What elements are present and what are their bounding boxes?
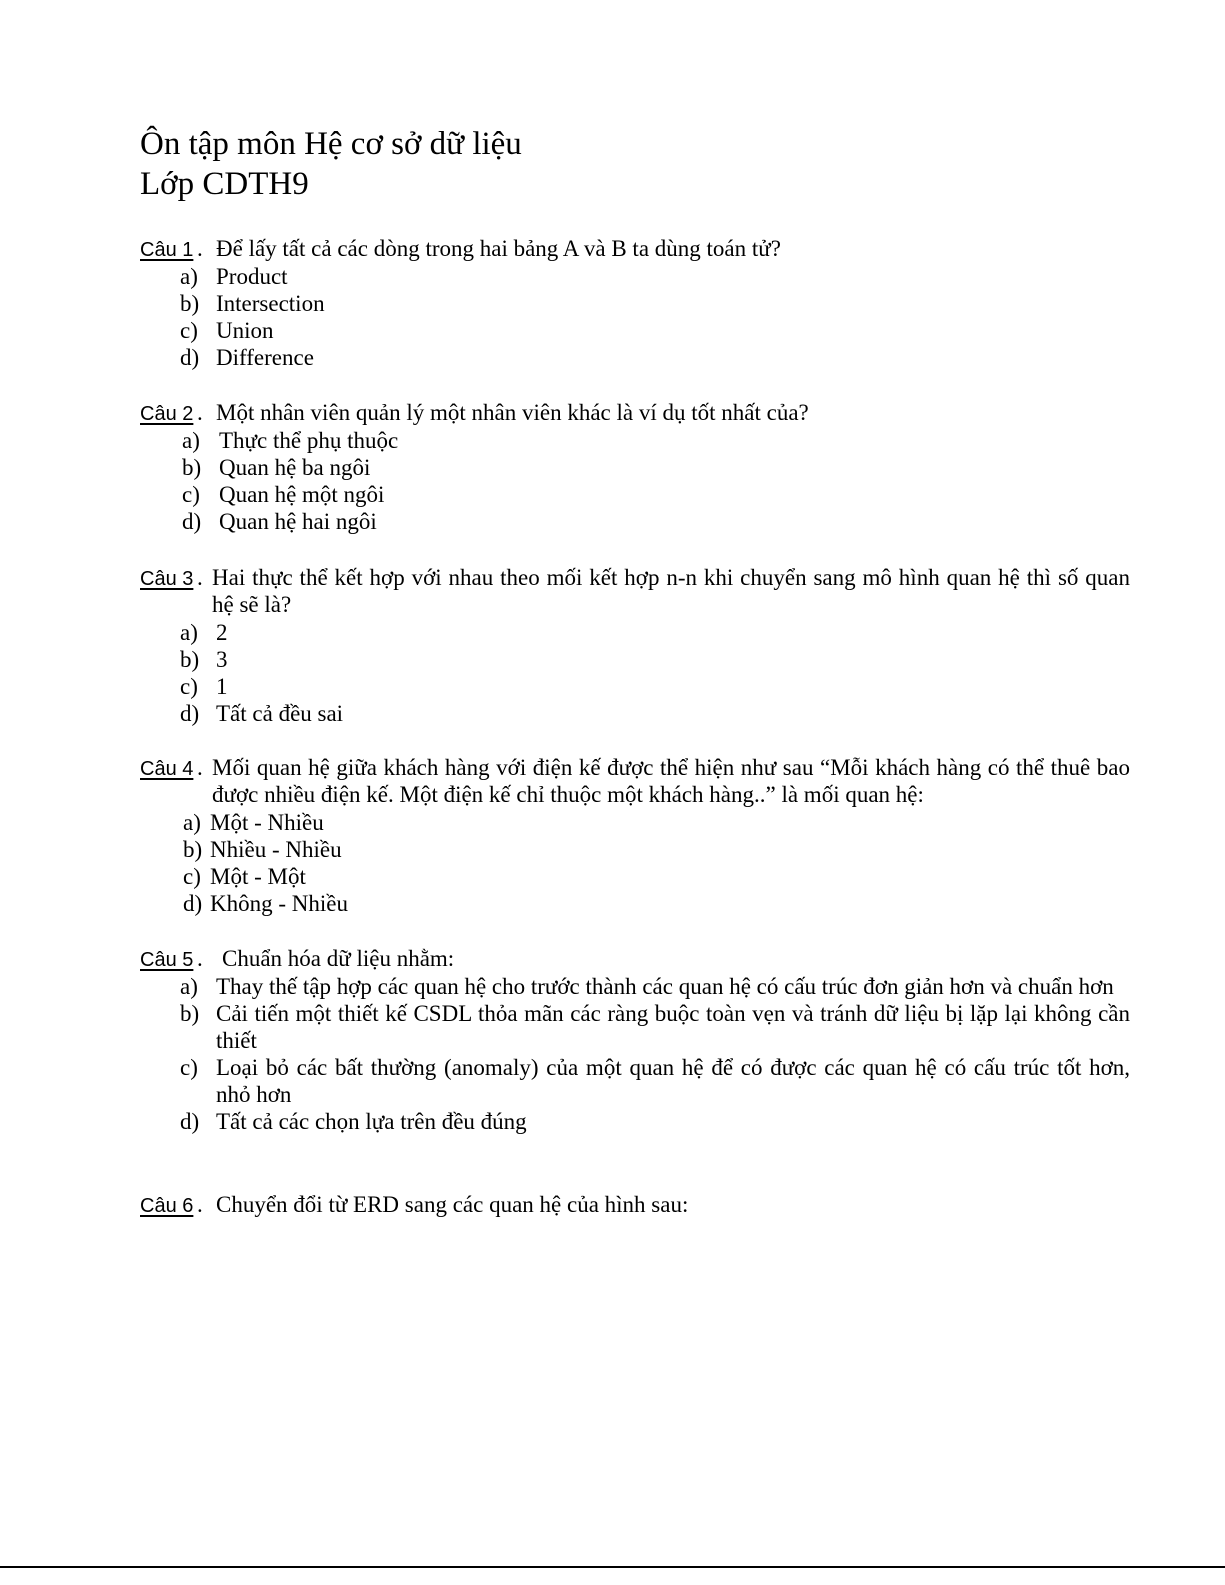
option-label: b)	[183, 837, 203, 862]
option-text: Thực thể phụ thuộc	[219, 428, 399, 453]
option-label: d)	[180, 1109, 200, 1134]
option-text: Cải tiến một thiết kế CSDL thỏa mãn các ràng buộc toàn vẹn và tránh dữ liệu bị lặp lại không cần thiết	[216, 1001, 1130, 1053]
option-item	[140, 700, 1130, 727]
question-1	[140, 235, 1130, 371]
question-2-number: Câu 2	[140, 403, 194, 425]
question-3	[140, 564, 1130, 727]
option-label: b)	[180, 647, 200, 672]
question-1-head	[140, 235, 1130, 262]
option-item	[140, 673, 1130, 700]
option-label: c)	[183, 864, 201, 889]
question-4-text: Mối quan hệ giữa khách hàng với điện kế được thể hiện như sau “Mỗi khách hàng có thể thuê bao được nhiều điện kế. Một điện kế chỉ thuộc một khách hàng..” là mối quan hệ:	[212, 755, 1130, 807]
option-item	[140, 344, 1130, 371]
option-text: Difference	[216, 345, 314, 370]
option-label: c)	[182, 482, 200, 507]
option-text: Tất cả các chọn lựa trên đều đúng	[216, 1109, 527, 1134]
question-5-number: Câu 5	[140, 949, 194, 971]
option-text: Product	[216, 264, 288, 289]
question-1-number: Câu 1	[140, 239, 194, 261]
option-item	[140, 1108, 1130, 1135]
question-5-text: Chuẩn hóa dữ liệu nhằm:	[222, 946, 455, 971]
question-2	[140, 399, 1130, 535]
option-item	[140, 317, 1130, 344]
option-label: a)	[182, 428, 200, 453]
page-bottom-border	[0, 1566, 1225, 1568]
question-3-dot: .	[197, 565, 203, 590]
option-item	[140, 427, 1130, 454]
option-text: Tất cả đều sai	[216, 701, 344, 726]
option-label: a)	[180, 264, 198, 289]
option-text: Nhiều - Nhiều	[210, 837, 342, 862]
title-line-2: Lớp CDTH9	[140, 166, 309, 202]
option-label: d)	[180, 345, 200, 370]
title-line-1: Ôn tập môn Hệ cơ sở dữ liệu	[140, 126, 522, 162]
question-1-options	[140, 263, 1130, 371]
option-item	[140, 973, 1130, 1000]
question-1-dot: .	[197, 236, 203, 261]
question-2-head	[140, 399, 1130, 426]
option-text: Quan hệ hai ngôi	[219, 509, 377, 534]
option-item	[140, 836, 1130, 863]
question-3-options	[140, 619, 1130, 727]
question-6-head	[140, 1191, 1130, 1218]
option-label: b)	[180, 1001, 200, 1026]
option-text: Intersection	[216, 291, 325, 316]
question-1-text: Để lấy tất cả các dòng trong hai bảng A và B ta dùng toán tử?	[216, 236, 781, 261]
question-6-dot: .	[197, 1192, 203, 1217]
option-text: 2	[216, 620, 228, 645]
option-text: 1	[216, 674, 228, 699]
option-label: d)	[182, 509, 202, 534]
question-3-text: Hai thực thể kết hợp với nhau theo mối kết hợp n-n khi chuyển sang mô hình quan hệ thì số quan hệ sẽ là?	[212, 565, 1130, 617]
option-label: a)	[180, 974, 198, 999]
option-label: b)	[182, 455, 202, 480]
option-text: Không - Nhiều	[210, 891, 348, 916]
question-5-options	[140, 973, 1130, 1135]
question-4-number: Câu 4	[140, 758, 194, 780]
question-4-dot: .	[197, 755, 203, 780]
question-5	[140, 945, 1130, 1135]
option-item	[140, 619, 1130, 646]
option-item	[140, 1054, 1130, 1108]
option-item	[140, 646, 1130, 673]
question-4-options	[140, 809, 1130, 917]
option-item	[140, 1000, 1130, 1054]
option-label: b)	[180, 291, 200, 316]
option-text: Thay thế tập hợp các quan hệ cho trước thành các quan hệ có cấu trúc đơn giản hơn và chuẩn hơn	[216, 974, 1114, 999]
question-3-number: Câu 3	[140, 568, 194, 590]
question-4-head	[140, 754, 1130, 808]
option-text: Quan hệ một ngôi	[219, 482, 385, 507]
option-text: 3	[216, 647, 228, 672]
option-label: c)	[180, 1055, 198, 1080]
question-3-head	[140, 564, 1130, 618]
question-5-dot: .	[197, 946, 203, 971]
option-text: Một - Nhiều	[210, 810, 324, 835]
question-6	[140, 1191, 1130, 1218]
option-label: c)	[180, 674, 198, 699]
page-title	[140, 124, 522, 204]
question-5-head	[140, 945, 1130, 972]
option-item	[140, 809, 1130, 836]
question-2-options	[140, 427, 1130, 535]
option-label: a)	[183, 810, 201, 835]
question-2-dot: .	[197, 400, 203, 425]
question-4	[140, 754, 1130, 917]
option-label: d)	[183, 891, 203, 916]
option-text: Một - Một	[210, 864, 306, 889]
option-label: d)	[180, 701, 200, 726]
question-2-text: Một nhân viên quản lý một nhân viên khác là ví dụ tốt nhất của?	[216, 400, 809, 425]
question-6-text: Chuyển đổi từ ERD sang các quan hệ của hình sau:	[216, 1192, 689, 1217]
option-item	[140, 863, 1130, 890]
option-item	[140, 508, 1130, 535]
option-label: a)	[180, 620, 198, 645]
option-text: Quan hệ ba ngôi	[219, 455, 371, 480]
option-text: Union	[216, 318, 274, 343]
option-text: Loại bỏ các bất thường (anomaly) của một quan hệ để có được các quan hệ có cấu trúc tốt hơn, nhỏ hơn	[216, 1055, 1130, 1107]
option-item	[140, 890, 1130, 917]
option-item	[140, 454, 1130, 481]
option-item	[140, 290, 1130, 317]
option-item	[140, 263, 1130, 290]
option-item	[140, 481, 1130, 508]
question-6-number: Câu 6	[140, 1195, 194, 1217]
option-label: c)	[180, 318, 198, 343]
